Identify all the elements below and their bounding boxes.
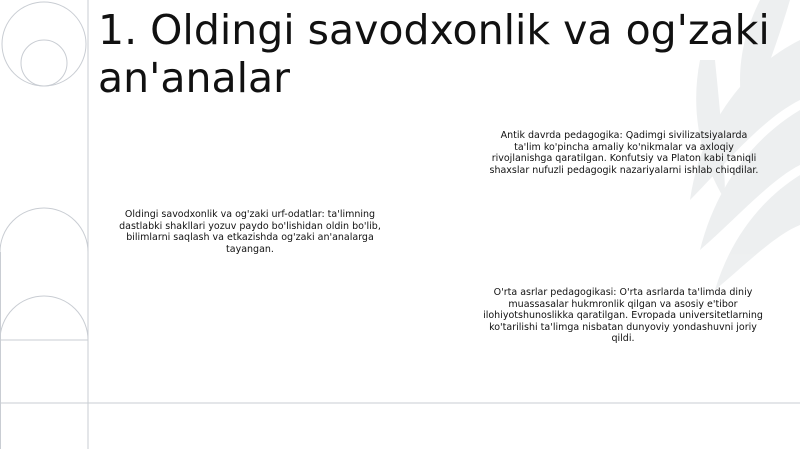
upper-arch [0,208,88,252]
paragraph-oral-traditions: Oldingi savodxonlik va og'zaki urf-odatlar: ta'limning dastlabki shakllari yozuv paydo bo'lishidan oldin bo'lib, bilimlarni saqlash va etkazishda og'zaki an'analarga tayangan. [119,209,381,255]
lower-arch [0,296,88,340]
paragraph-middle-ages: O'rta asrlar pedagogikasi: O'rta asrlarda ta'limda diniy muassasalar hukmronlik qilgan va asosiy e'tibor ilohiyotshunoslikka qaratilgan. Evropada universitetlarning ko'tarilishi ta'limga nisbatan dunyoviy yondashuvni joriy qildi. [483,287,763,344]
small-circle [21,40,67,86]
slide-title: 1. Oldingi savodxonlik va og'zaki an'analar [98,6,770,102]
paragraph-antiquity: Antik davrda pedagogika: Qadimgi sivilizatsiyalarda ta'lim ko'pincha amaliy ko'nikmalar va axloqiy rivojlanishga qaratilgan. Konfutsiy va Platon kabi taniqli shaxslar nufuzli pedagogik nazariyalarni ishlab chiqdilar. [489,130,759,176]
large-circle [2,2,86,86]
